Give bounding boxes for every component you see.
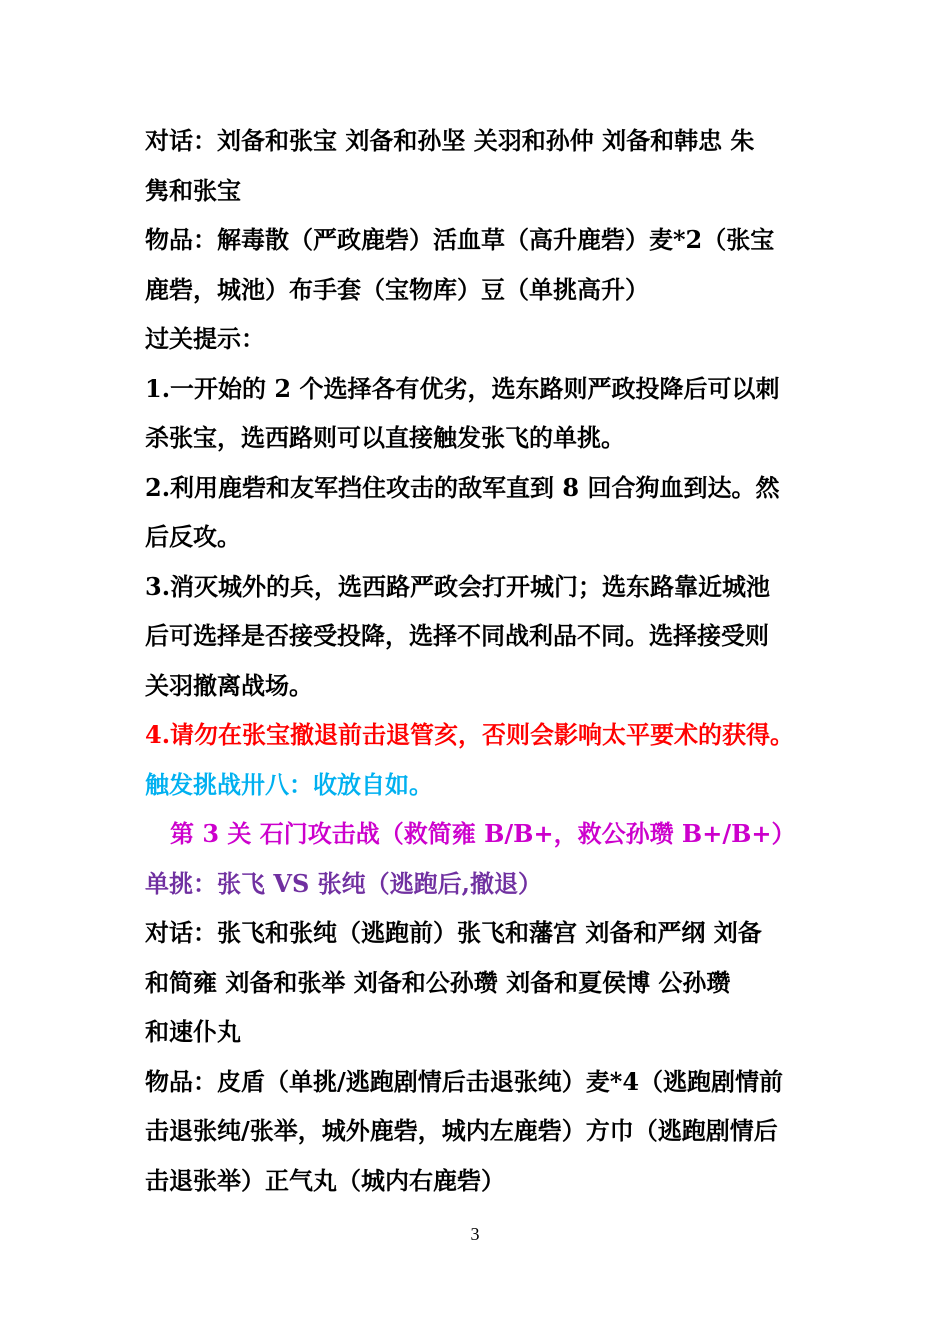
items-line-1: 物品：解毒散（严政鹿砦）活血草（高升鹿砦）麦*2（张宝 xyxy=(145,225,775,254)
stage-3-title: 第 3 关 石门攻击战（救简雍 B/B+，救公孙瓒 B+/B+） xyxy=(170,819,796,848)
tip-4-warning: 4.请勿在张宝撤退前击退管亥，否则会影响太平要术的获得。 xyxy=(145,720,795,749)
tip-1-line-1: 1.一开始的 2 个选择各有优劣，选东路则严政投降后可以刺 xyxy=(145,373,780,403)
tip-2-line-1: 2.利用鹿砦和友军挡住攻击的敌军直到 8 回合狗血到达。然 xyxy=(145,472,780,502)
stage-3-items-line-3: 击退张举）正气丸（城内右鹿砦） xyxy=(145,1165,505,1195)
stage-3-dialogue-line-3: 和速仆丸 xyxy=(145,1017,241,1046)
tip-2-line-2: 后反攻。 xyxy=(145,522,241,551)
tip-3-line-3: 关羽撤离战场。 xyxy=(145,670,313,700)
stage-3-dialogue-line-1: 对话：张飞和张纯（逃跑前）张飞和藩宫 刘备和严纲 刘备 xyxy=(145,918,762,947)
challenge-trigger: 触发挑战卅八：收放自如。 xyxy=(145,769,433,799)
document-body xyxy=(145,116,810,1205)
tips-heading: 过关提示： xyxy=(145,324,265,353)
duel-line: 单挑：张飞 VS 张纯（逃跑后,撤退） xyxy=(145,868,543,898)
stage-3-dialogue-line-2: 和简雍 刘备和张举 刘备和公孙瓒 刘备和夏侯博 公孙瓒 xyxy=(145,967,731,997)
dialogue-line-1: 对话：刘备和张宝 刘备和孙坚 关羽和孙仲 刘备和韩忠 朱 xyxy=(145,126,755,155)
items-line-2: 鹿砦，城池）布手套（宝物库）豆（单挑高升） xyxy=(145,274,649,304)
dialogue-line-2: 隽和张宝 xyxy=(145,175,241,205)
tip-1-line-2: 杀张宝，选西路则可以直接触发张飞的单挑。 xyxy=(145,423,625,452)
tip-3-line-1: 3.消灭城外的兵，选西路严政会打开城门；选东路靠近城池 xyxy=(145,571,771,601)
stage-3-items-line-1: 物品：皮盾（单挑/逃跑剧情后击退张纯）麦*4（逃跑剧情前 xyxy=(145,1066,784,1096)
page-number: 3 xyxy=(470,1224,480,1244)
stage-3-items-line-2: 击退张纯/张举，城外鹿砦，城内左鹿砦）方巾（逃跑剧情后 xyxy=(145,1116,778,1145)
tip-3-line-2: 后可选择是否接受投降，选择不同战利品不同。选择接受则 xyxy=(145,621,769,650)
